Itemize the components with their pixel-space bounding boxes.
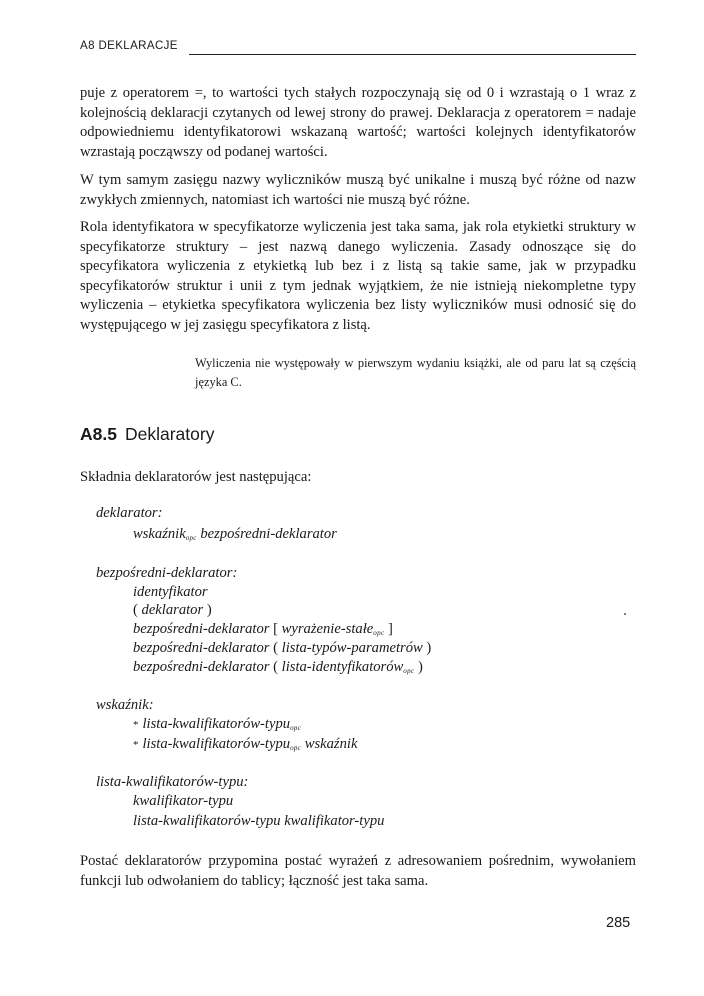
section-title: Deklaratory — [124, 424, 215, 444]
scan-speck — [624, 613, 626, 615]
paragraph-enum-scope: W tym samym zasięgu nazwy wyliczników muszą być unikalne i muszą być różne od nazw zwykłych zmiennych, natomiast ich wartości nie muszą być różne. — [80, 172, 636, 208]
header-rule — [189, 54, 636, 55]
grammar-rule — [133, 716, 301, 733]
grammar-term: bezpośredni-deklarator — [133, 659, 270, 675]
paragraph-enum-values: puje z operatorem =, to wartości tych stałych rozpoczynają się od 0 i wzrastają o 1 wraz z kolejnością deklaracji czytanych od lewej strony do prawej. Deklaracja z operatorem = nadaje odpowiedniemu identyfikatorowi wskazaną wartość; wartości kolejnych identyfikatorów wzrastają począwszy od podanej wartości. — [80, 85, 636, 160]
grammar-rule: kwalifikator-typu — [133, 793, 234, 809]
paren-open: ( — [273, 640, 278, 656]
opt-subscript: opc — [290, 724, 302, 732]
grammar-term: deklarator — [141, 602, 204, 618]
paren-close: ) — [417, 659, 423, 675]
running-head: A8 DEKLARACJE — [80, 40, 178, 52]
paren-close: ) — [426, 640, 432, 656]
grammar-term: bezpośredni-deklarator — [200, 526, 337, 542]
section-number: A8.5 — [80, 424, 117, 444]
grammar-term: wskaźnik — [133, 526, 186, 542]
paragraph-enum-tag: Rola identyfikatora w specyfikatorze wyliczenia jest taka sama, jak rola etykietki struktury w specyfikatorze struktury – jest nazwą danego wyliczenia. Zasady odnoszące się do specyfikatora wyliczenia z etykietką lub bez i z listą są takie same, jak w przypadku specyfikatorów struktur i unii z tym jednak wyjątkiem, że nie istnieją niekompletne typy wyliczenia – etykietka specyfikatora wyliczenia bez listy wyliczników musi odnosić się do występującego w jej zasięgu specyfikatora z listą. — [80, 219, 636, 333]
paren-open: ( — [273, 659, 278, 675]
grammar-rule — [133, 526, 337, 543]
asterisk: * — [133, 719, 139, 731]
grammar-rule — [133, 640, 431, 657]
asterisk: * — [133, 739, 139, 751]
grammar-term: lista-identyfikatorów — [281, 659, 404, 675]
grammar-rule — [133, 736, 357, 753]
grammar-term: wskaźnik — [304, 736, 358, 752]
grammar-rule: identyfikator — [133, 584, 208, 600]
grammar-term: lista-kwalifikatorów-typu — [142, 736, 291, 752]
opt-subscript: opc — [373, 629, 385, 637]
opt-subscript: opc — [185, 534, 197, 542]
page-number: 285 — [606, 915, 631, 931]
grammar-intro: Składnia deklaratorów jest następująca: — [80, 469, 312, 485]
grammar-term: lista-kwalifikatorów-typu — [142, 716, 291, 732]
bracket-close: ] — [387, 621, 393, 637]
grammar-term: bezpośredni-deklarator — [133, 640, 270, 656]
paren-open: ( — [133, 602, 138, 618]
opt-subscript: opc — [403, 667, 415, 675]
section-heading — [80, 424, 214, 445]
grammar-head-wskaznik: wskaźnik: — [96, 697, 154, 713]
paren-close: ) — [206, 602, 212, 618]
paragraph-closing: Postać deklaratorów przypomina postać wyrażeń z adresowaniem pośrednim, wywołaniem funkcji lub odwołaniem do tablicy; łączność jest taka sama. — [80, 853, 636, 889]
grammar-rule — [133, 659, 423, 676]
grammar-term: lista-typów-parametrów — [281, 640, 423, 656]
side-note: Wyliczenia nie występowały w pierwszym wydaniu książki, ale od paru lat są częścią języka C. — [195, 356, 636, 389]
grammar-rule — [133, 602, 212, 619]
grammar-rule — [133, 621, 393, 638]
grammar-head-deklarator: deklarator: — [96, 505, 163, 521]
grammar-term: bezpośredni-deklarator — [133, 621, 270, 637]
bracket-open: [ — [273, 621, 278, 637]
grammar-head-bezposredni: bezpośredni-deklarator: — [96, 565, 238, 581]
opt-subscript: opc — [290, 744, 302, 752]
grammar-rule: lista-kwalifikatorów-typu kwalifikator-typu — [133, 813, 385, 829]
grammar-head-lista: lista-kwalifikatorów-typu: — [96, 774, 249, 790]
grammar-term: wyrażenie-stałe — [281, 621, 374, 637]
